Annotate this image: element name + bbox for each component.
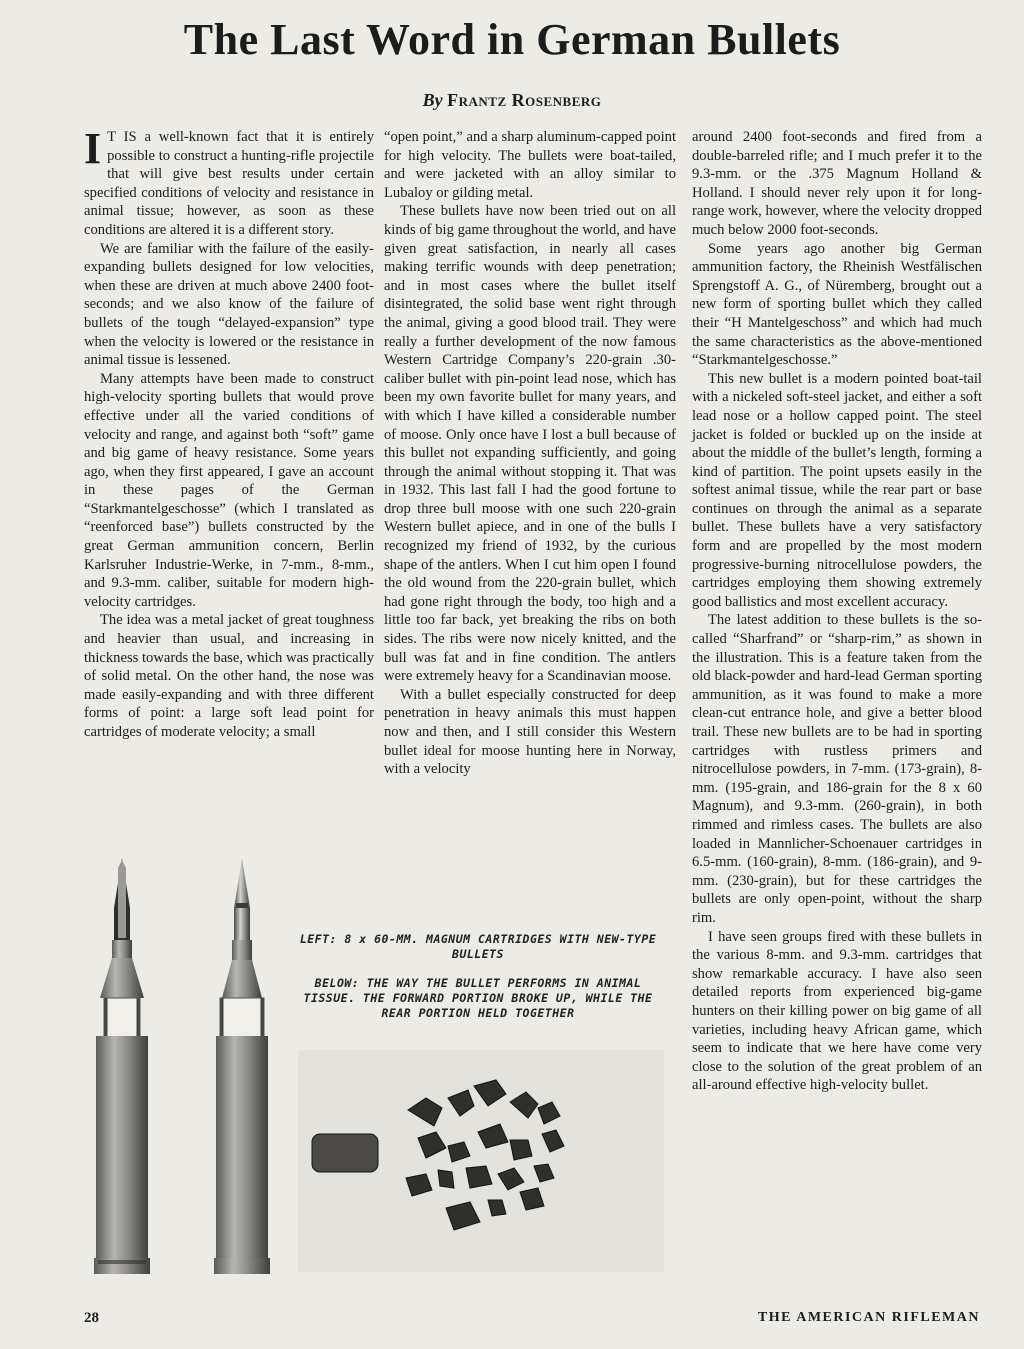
paragraph: “open point,” and a sharp aluminum-capped point for high velocity. The bullets were boat-tailed, and were jacketed with an alloy similar to Lubaloy or gilding metal. (384, 129, 676, 201)
magazine-name: THE AMERICAN RIFLEMAN (757, 1310, 980, 1325)
byline-by: By (422, 90, 443, 110)
text-column-1 (84, 124, 374, 828)
cartridge-sectioned (94, 858, 150, 1274)
figure-caption-left: LEFT: 8 x 60-MM. MAGNUM CARTRIDGES WITH NEW-TYPE BULLETS (299, 932, 657, 961)
page-number: 28 (84, 1310, 99, 1326)
byline (0, 90, 1024, 111)
paragraph (84, 124, 374, 240)
cartridges-illustration (84, 848, 284, 1278)
cartridge-whole (214, 858, 270, 1274)
paragraph: We are familiar with the failure of the easily-expanding bullets designed for low velocities, when these are driven at much above 2400 foot-seconds; and we also know of the failure of bullets of the tough “delayed-expansion” type when the velocity is lowered or the resistance in animal tissue is lessened. (84, 240, 374, 369)
bullet-fragments-photo (298, 1050, 664, 1272)
paragraph: Many attempts have been made to construct high-velocity sporting bullets that would prove effective under all the varied conditions of velocity and range, and against both “soft” game and big game of heavy resistance. Some years ago, when they first appeared, I gave an account in these pages of the German “Starkmantelgeschosse” (which I translated as “reenforced base”) bullets constructed by the great German ammunition concern, Berlin Karlsruher Industrie-Werke, in 7-mm., 8-mm., and 9.3-mm. caliber, suitable for modern high-velocity cartridges. (84, 370, 374, 610)
paragraph: Some years ago another big German ammunition factory, the Rheinish Westfälischen Sprengstoff A. G., of Nüremberg, brought out a new form of sporting bullet which they called their “H Mantelgeschoss” and which had much the same characteristics as the above-mentioned “Starkmantelgeschosse.” (692, 240, 982, 369)
paragraph: These bullets have now been tried out on all kinds of big game throughout the world, and have given great satisfaction, in nearly all cases making terrific wounds with deep penetration; and in most cases where the bullet itself disintegrated, the solid base went right through the animal, giving a good blood trail. They were really a further development of the now famous Western Cartridge Company’s 220-grain .30-caliber bullet with pin-point lead nose, which has been my own favorite bullet for many years, and with which I have killed a considerable number of moose. Only once have I lost a bull because of this bullet not expanding sufficiently, and going through the animal without stopping it. That was in 1932. This last fall I had the good fortune to drop three bull moose with one such 220-grain Western bullet apiece, and in one of the bulls I recognized my friend of 1932, by the curious shape of the antlers. When I cut him open I found the old wound from the 220-grain bullet, which had gone right through the body, too high and a little too far back, yet breaking the ribs on both sides. The ribs were now nicely knitted, and the bull was fat and in fine condition. The antlers were extremely heavy for a Scandinavian moose. (384, 203, 676, 685)
paragraph: The idea was a metal jacket of great toughness and heavier than usual, and increasing in thickness towards the base, which was practically of solid metal. On the other hand, the nose was made easily-expanding and with three different forms of point: a large soft lead point for cartridges of moderate velocity; a small (84, 612, 374, 740)
paragraph: The latest addition to these bullets is the so-called “Sharfrand” or “sharp-rim,” as shown in the illustration. This is a feature taken from the old black-powder and hard-lead German sporting ammunition, as it was found to make a more clean-cut entrance hole, and give a better blood trail. These new bullets are to be had in sporting cartridges with rustless primers and nitrocellulose powders, in 7-mm. (173-grain), 8-mm. (195-grain, and 186-grain for the 8 x 60 Magnum), and 9.3-mm. (260-grain), in both rimmed and rimless cases. The bullets are also loaded in Mannlicher-Schoenauer cartridges in 6.5-mm. (160-grain), 8-mm. (186-grain), and 9-mm. (230-grain), but for these cartridges the bullets are only open-point, without the sharp rim. (692, 612, 982, 926)
drop-cap: I (84, 124, 102, 173)
paragraph: This new bullet is a modern pointed boat-tail with a nickeled soft-steel jacket, and either a soft lead nose or a hollow capped point. The steel jacket is folded or buckled up on the inside at about the middle of the bullet’s length, forming a kind of partition. The point upsets easily in the softest animal tissue, while the rear part or base continues on through the animal as a separate bullet. These bullets have a very satisfactory form and are propelled by the most modern progressive-burning nitrocellulose powders, the cartridges employing them showing extremely good ballistics and most excellent accuracy. (692, 370, 982, 610)
paragraph: around 2400 foot-seconds and fired from a double-barreled rifle; and I much prefer it to the 9.3-mm. or the .375 Magnum Holland & Holland. I should never rely upon it for long-range work, however, where the velocity dropped much below 2000 foot-seconds. (692, 129, 982, 238)
paragraph-text: T IS a well-known fact that it is entirely possible to construct a hunting-rifle projectile that will give best results under certain specified conditions of velocity and resistance in animal tissue; however, as soon as these conditions are altered it is a different story. (84, 129, 374, 238)
figure-caption-below: BELOW: THE WAY THE BULLET PERFORMS IN ANIMAL TISSUE. THE FORWARD PORTION BROKE UP, WHILE THE REAR PORTION HELD TOGETHER (303, 976, 653, 1020)
text-column-2 (384, 128, 676, 898)
paragraph: With a bullet especially constructed for deep penetration in heavy animals this must happen now and then, and I still consider this Western bullet ideal for moose hunting here in Norway, with a velocity (384, 686, 676, 778)
text-column-3 (692, 128, 982, 1258)
byline-author: Frantz Rosenberg (447, 90, 602, 110)
article-title: The Last Word in German Bullets (183, 15, 841, 64)
paragraph: I have seen groups fired with these bullets in the various 8-mm. and 9.3-mm. cartridges that show remarkable accuracy. I have also seen detailed reports from experienced big-game hunters on their killing power on big game of all varieties, including heavy African game, which seem to indicate that we here have come very close to the solution of the great problem of an all-around effective high-velocity bullet. (692, 928, 982, 1094)
